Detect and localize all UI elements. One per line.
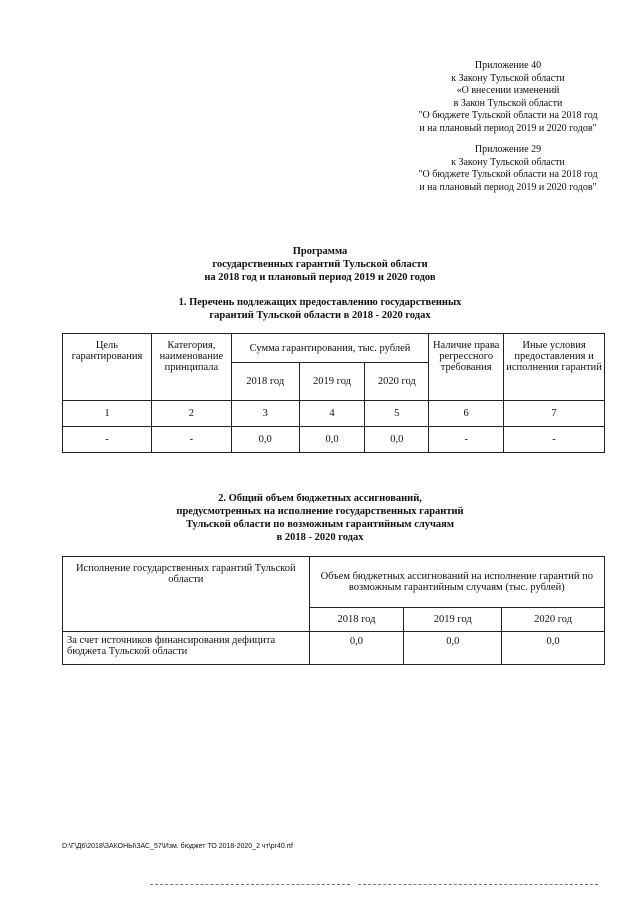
table-cell: - (151, 427, 231, 453)
header-year-2020: 2020 год (502, 608, 605, 632)
table-cell: 0,0 (404, 632, 502, 665)
header-execution: Исполнение государственных гарантий Тульской области (63, 557, 310, 632)
column-numbers-row (63, 401, 605, 427)
signature-line (358, 884, 598, 885)
section-2-title-line3: Тульской области по возможным гарантийным случаям (185, 519, 454, 530)
appendix-40-line6: и на плановый период 2019 и 2020 годов" (419, 122, 597, 134)
table-cell: - (504, 427, 605, 453)
section-1-title-line1: 1. Перечень подлежащих предоставлению государственных (178, 297, 462, 308)
appendix-40-line5: "О бюджете Тульской области на 2018 год (418, 110, 598, 121)
budget-allocations-table (62, 556, 605, 665)
header-category: Категория, наименование принципала (151, 334, 231, 401)
section-2-title-line4: в 2018 - 2020 годах (276, 532, 364, 543)
appendix-29-line1: Приложение 29 (474, 144, 542, 155)
appendix-40-line2: к Закону Тульской области (451, 72, 565, 84)
column-number: 7 (504, 401, 605, 427)
table-cell: 0,0 (309, 632, 404, 665)
appendix-29-line2: к Закону Тульской области (451, 156, 565, 168)
section-1-title-line2: гарантий Тульской области в 2018 - 2020 годах (209, 310, 431, 321)
header-purpose: Цель гарантирования (63, 334, 152, 401)
header-year-2020: 2020 год (365, 363, 429, 401)
header-sum: Сумма гарантирования, тыс. рублей (231, 334, 428, 363)
header-regress: Наличие права регрессного требования (429, 334, 504, 401)
section-2-title-line2: предусмотренных на исполнение государственных гарантий (176, 506, 464, 517)
table-cell: 0,0 (365, 427, 429, 453)
program-title-line2: государственных гарантий Тульской области (212, 259, 428, 270)
appendix-29-line3: "О бюджете Тульской области на 2018 год (418, 169, 598, 180)
table-row (63, 632, 605, 665)
column-number: 5 (365, 401, 429, 427)
section-2-title (150, 492, 490, 544)
appendix-40-line4: в Закон Тульской области (453, 97, 563, 109)
signature-line (150, 884, 350, 885)
appendix-40-line3: «О внесении изменений (456, 85, 560, 96)
column-number: 6 (429, 401, 504, 427)
table-cell: - (63, 427, 152, 453)
column-number: 3 (231, 401, 299, 427)
table-cell: 0,0 (299, 427, 365, 453)
table-row (63, 427, 605, 453)
table-cell: - (429, 427, 504, 453)
file-path: D:\Г\Д6\2018\ЗАКОНЫ\ЗАС_57\Изм. бюджет ТО 2018-2020_2 чт\pr40.rtf (62, 843, 293, 850)
table-cell: 0,0 (502, 632, 605, 665)
column-number: 2 (151, 401, 231, 427)
header-other-conditions: Иные условия предоставления и исполнения гарантий (504, 334, 605, 401)
column-number: 4 (299, 401, 365, 427)
guarantees-table (62, 333, 605, 453)
program-title-line1: Программа (292, 246, 348, 257)
appendix-29-line4: и на плановый период 2019 и 2020 годов" (419, 181, 597, 193)
column-number: 1 (63, 401, 152, 427)
appendix-40-line1: Приложение 40 (474, 60, 542, 71)
section-1-title (150, 296, 490, 322)
appendix-40-header (398, 60, 618, 135)
header-year-2019: 2019 год (299, 363, 365, 401)
program-title (150, 245, 490, 284)
header-volume: Объем бюджетных ассигнований на исполнение гарантий по возможным гарантийным случаям (тыс. рублей) (309, 557, 604, 608)
header-year-2018: 2018 год (309, 608, 404, 632)
appendix-29-header (398, 144, 618, 194)
header-year-2019: 2019 год (404, 608, 502, 632)
section-2-title-line1: 2. Общий объем бюджетных ассигнований, (218, 493, 422, 504)
header-year-2018: 2018 год (231, 363, 299, 401)
program-title-line3: на 2018 год и плановый период 2019 и 2020 годов (204, 272, 436, 283)
row-label: За счет источников финансирования дефицита бюджета Тульской области (63, 632, 310, 665)
table-cell: 0,0 (231, 427, 299, 453)
